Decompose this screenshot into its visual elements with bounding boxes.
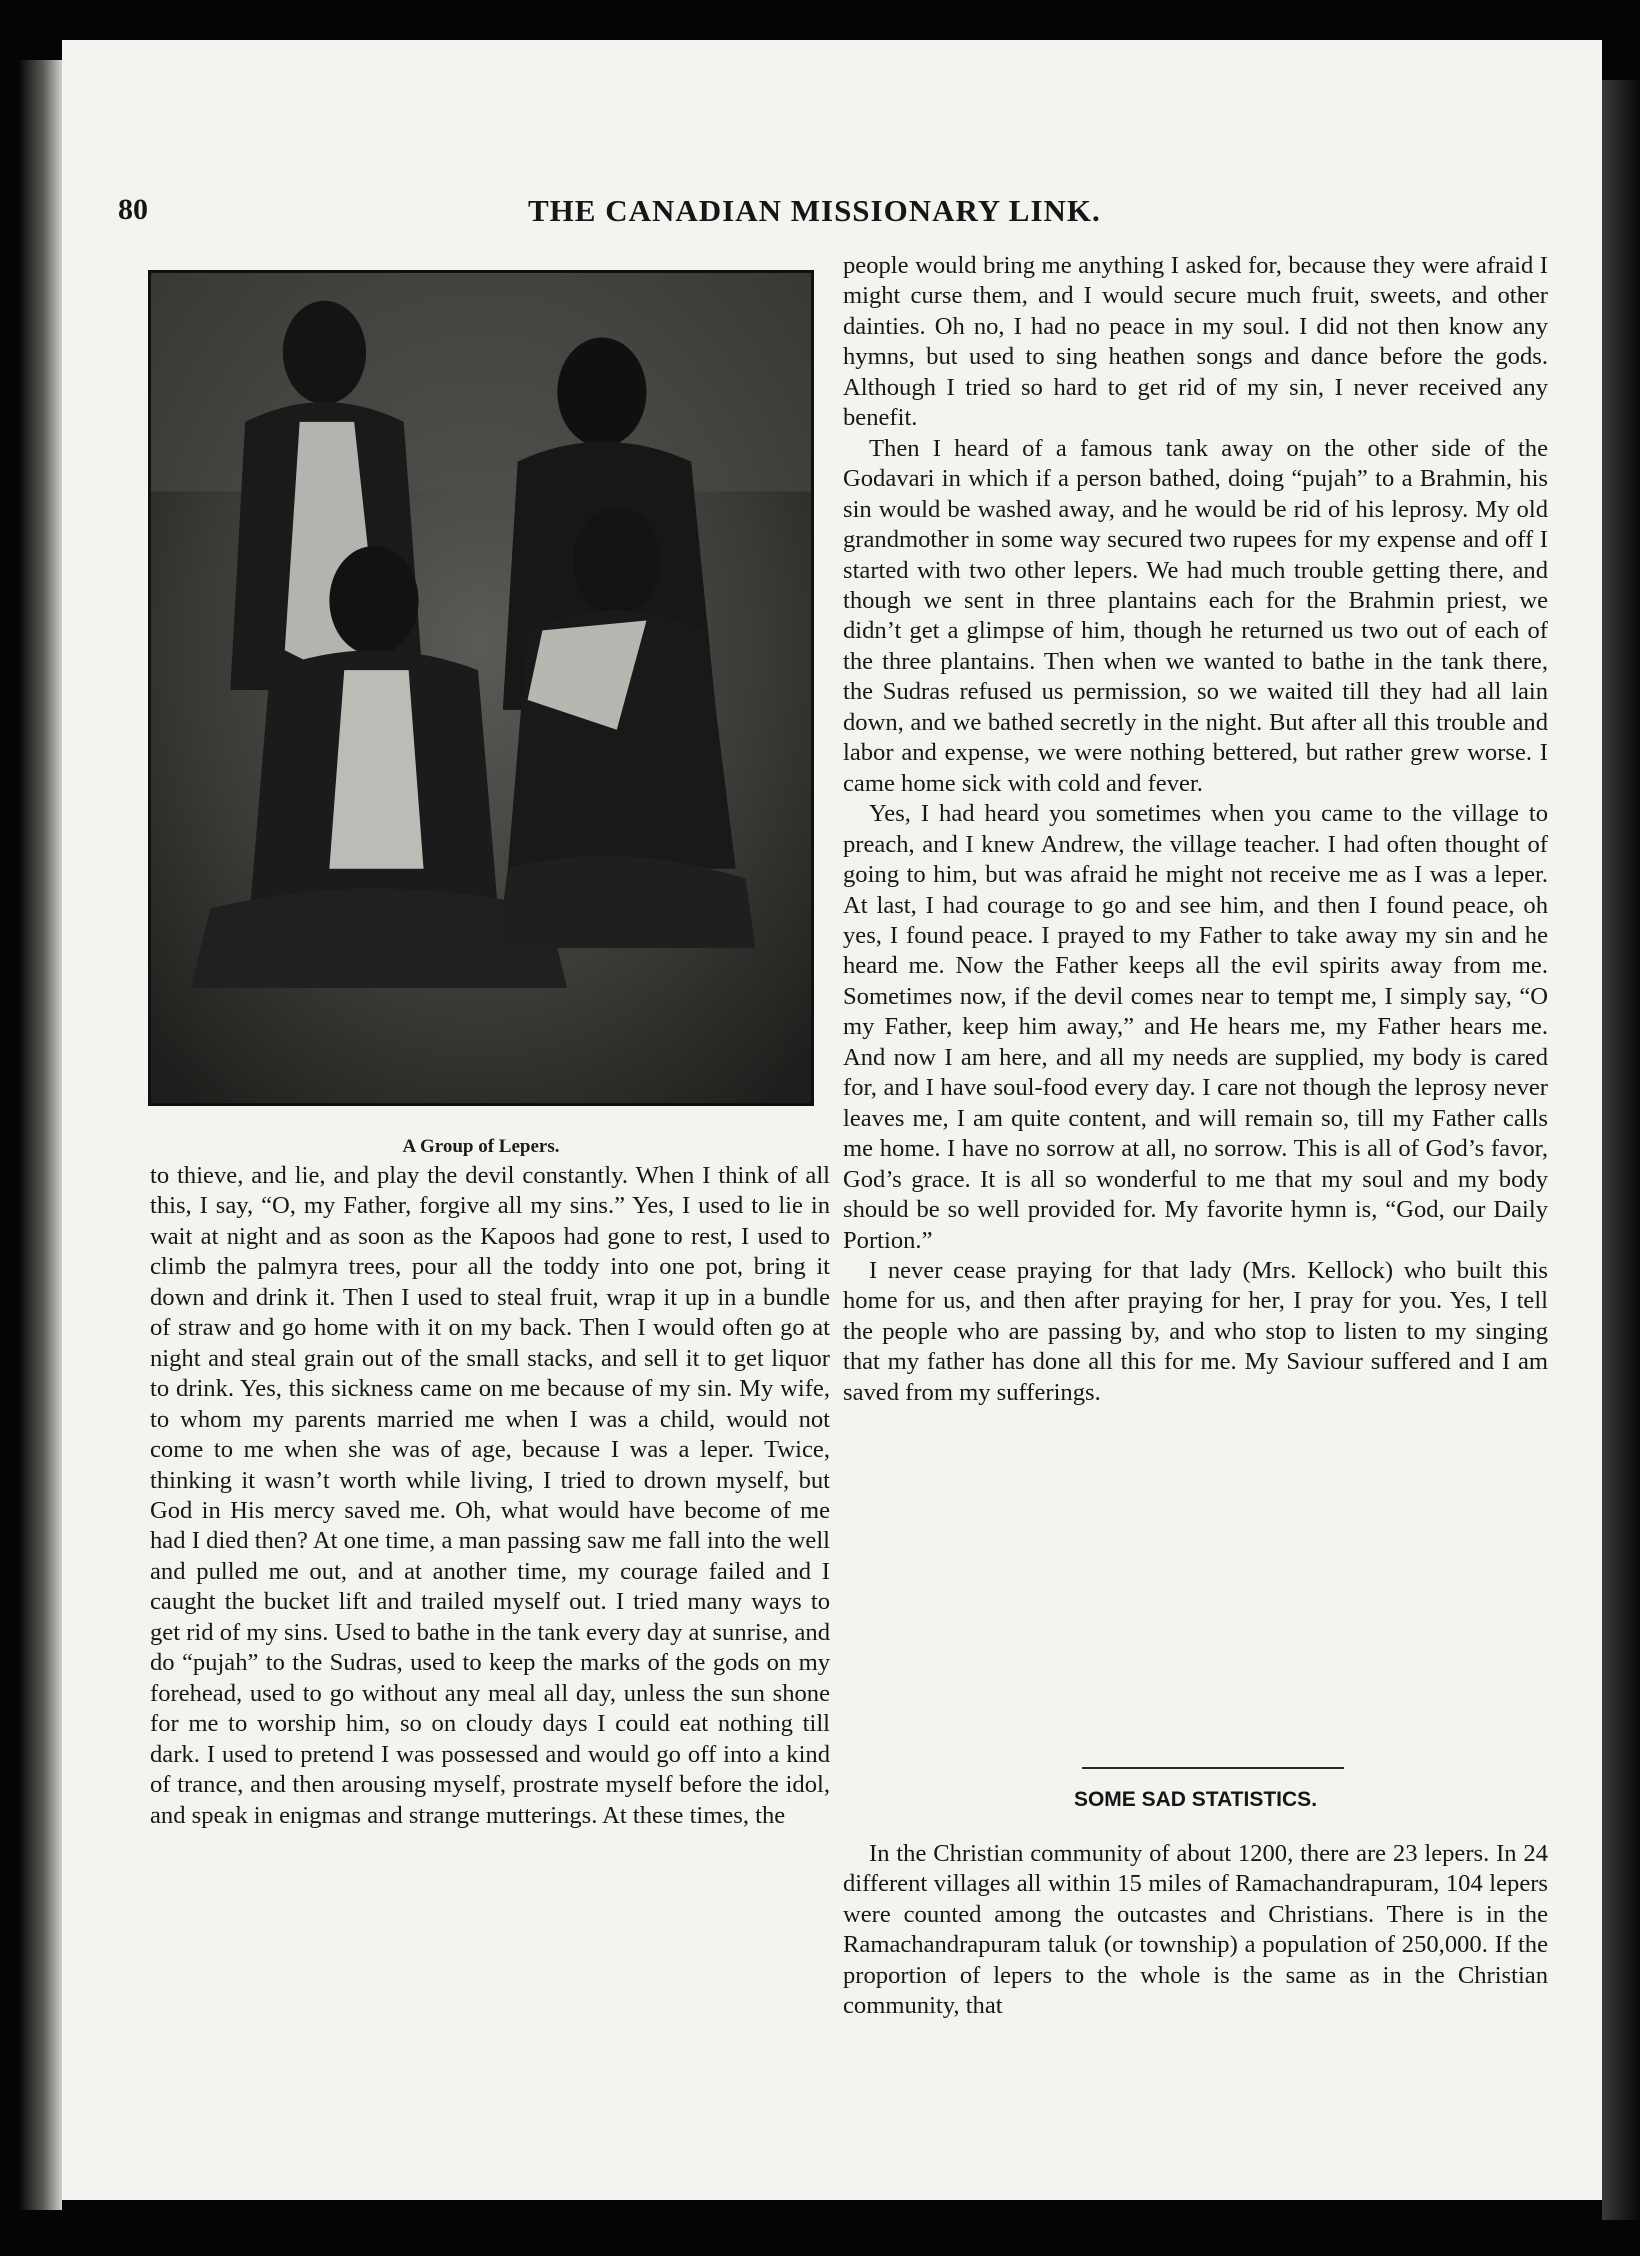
left-paragraph-1: to thieve, and lie, and play the devil constantly. When I think of all this, I say, “O, my Father, forgive all my sins.” Yes, I used to lie in wait at night and as soon as the Kapoos had gone to rest, I used to climb the palmyra trees, pour all the toddy into one pot, bring it down and drink it. Then I used to steal fruit, wrap it up in a bundle of straw and go home with it on my back. Then I would often go at night and steal grain out of the small stacks, and sell it to get liquor to drink. Yes, this sickness came on me because of my sin. My wife, to whom my parents married me when I was a child, would not come to me when she was of age, because I was a leper. Twice, thinking it wasn’t worth while living, I tried to drown myself, but God in His mercy saved me. Oh, what would have become of me had I died then? At one time, a man passing saw me fall into the well and pulled me out, and at another time, my courage failed and I caught the bucket lift and trailed myself out. I tried many ways to get rid of my sins. Used to bathe in the tank every day at sunrise, and do “pujah” to the Sudras, used to keep the marks of the gods on my forehead, used to go without any meal all day, unless the sun shone for me to worship him, so on cloudy days I could eat nothing till dark. I used to pretend I was possessed and would go off into a kind of trance, and then arousing myself, prostrate myself before the idol, and speak in enigmas and strange mutterings. At these times, the bbox=[150, 1162, 830, 1829]
section-heading: SOME SAD STATISTICS. bbox=[1073, 1788, 1318, 1811]
statistics-paragraph-1: In the Christian community of about 1200, there are 23 lepers. In 24 different villages all within 15 miles of Ramachandrapuram, 104 lepers were counted among the outcastes and Christians. There is in the Ramachandrapuram taluk (or township) a population of 250,000. If the proportion of lepers to the whole is the same as in the Christian community, that bbox=[843, 1840, 1548, 2020]
lepers-photograph bbox=[148, 270, 814, 1106]
page-number: 80 bbox=[118, 193, 148, 226]
right-paragraph-4: I never cease praying for that lady (Mrs. Kellock) who built this home for us, and then after praying for her, I pray for you. Yes, I tell the people who are passing by, and who stop to listen to my singing that my father has done all this for me. My Saviour suffered and I am saved from my sufferings. bbox=[843, 1256, 1548, 1406]
left-column bbox=[150, 1161, 830, 1831]
right-paragraph-2: Then I heard of a famous tank away on the other side of the Godavari in which if a person bathed, doing “pujah” to a Brahmin, his sin would be washed away, and he would be rid of his leprosy. My old grandmother in some way secured two rupees for my expense and off I started with two other lepers. We had much trouble getting there, and though we sent in three plantains each for the Brahmin priest, we didn’t get a glimpse of him, though he returned us two out of each of the three plantains. Then when we wanted to bathe in the tank there, the Sudras refused us permission, so we waited till they had all lain down, and we bathed secretly in the night. But after all this trouble and labor and expense, we were nothing bettered, but rather grew worse. I came home sick with cold and fever. bbox=[843, 434, 1548, 797]
right-paragraph-1: people would bring me anything I asked for, because they were afraid I might curse them, and I would secure much fruit, sweets, and other dainties. Oh no, I had no peace in my soul. I did not then know any hymns, but used to sing heathen songs and dance before the gods. Although I tried so hard to get rid of my sin, I never received any benefit. bbox=[843, 252, 1548, 432]
photo-illustration bbox=[151, 273, 811, 1103]
right-column bbox=[843, 251, 1548, 1408]
binding-shadow bbox=[1602, 80, 1640, 2220]
figure-caption: A Group of Lepers. bbox=[402, 1136, 560, 1157]
statistics-column bbox=[843, 1839, 1548, 2022]
page-header bbox=[118, 193, 1558, 237]
running-title: THE CANADIAN MISSIONARY LINK. bbox=[528, 193, 1101, 228]
section-divider bbox=[1082, 1767, 1344, 1769]
page-edge-shadow bbox=[20, 60, 62, 2210]
right-paragraph-3: Yes, I had heard you sometimes when you came to the village to preach, and I knew Andrew, the village teacher. I had often thought of going to him, but was afraid he might not receive me as I was a leper. At last, I had courage to go and see him, and then I found peace, oh yes, I found peace. I prayed to my Father to take away my sin and he heard me. Now the Father keeps all the evil spirits away from me. Sometimes now, if the devil comes near to tempt me, I simply say, “O my Father, keep him away,” and He hears me, my Father hears me. And now I am here, and all my needs are supplied, my body is cared for, and I have soul-food every day. I care not though the leprosy never leaves me, I am quite content, and will remain so, till my Father calls me home. I have no sorrow at all, no sorrow. This is all of God’s favor, God’s grace. It is all so wonderful to me that my soul and my body should be so well provided for. My favorite hymn is, “God, our Daily Portion.” bbox=[843, 800, 1548, 1254]
